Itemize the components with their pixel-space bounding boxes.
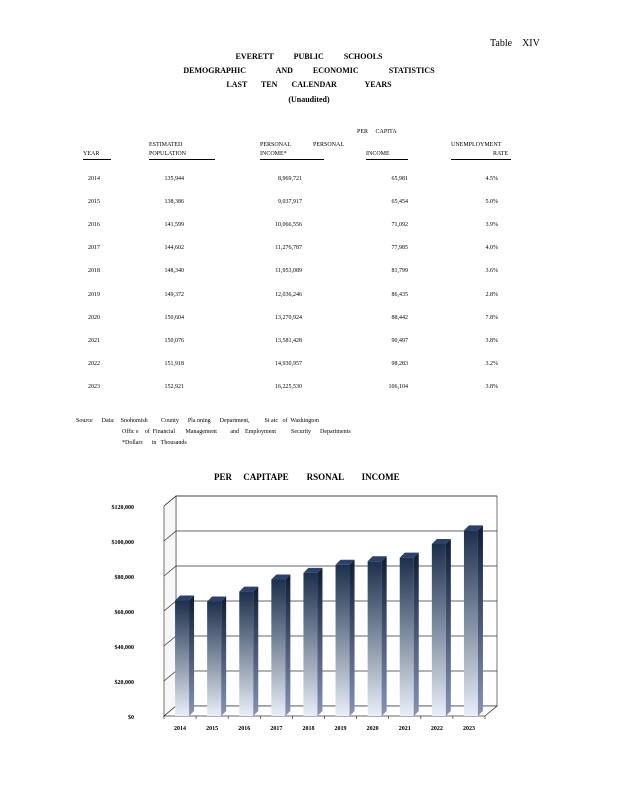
cell-population: 150,604 [164, 314, 184, 321]
col-year-header: YEAR [83, 150, 111, 160]
cell-unemployment: 5.0% [485, 199, 498, 206]
cell-population: 141,599 [164, 222, 184, 229]
cell-personal-income: 13,270,924 [275, 314, 302, 321]
bar [400, 553, 419, 716]
cell-personal-income: 10,066,556 [275, 222, 302, 229]
y-tick-label: $60,000 [114, 610, 134, 616]
source-line-3: *Dollars in Thousands [122, 440, 187, 446]
bar-side [221, 596, 226, 716]
x-tick-label: 2022 [430, 726, 443, 732]
cell-per-capita: 71,092 [391, 222, 408, 229]
bar [175, 596, 194, 716]
cell-per-capita: 98,283 [391, 360, 408, 367]
col-est-pop-header-1: ESTIMATED [149, 142, 183, 148]
header-line-3: LAST TEN CALENDAR YEARS [226, 80, 392, 89]
cell-personal-income: 8,969,721 [278, 176, 302, 182]
cell-unemployment: 7.8% [485, 314, 498, 321]
cell-per-capita: 81,799 [391, 268, 408, 275]
cell-population: 152,921 [164, 383, 184, 390]
cell-personal-income: 14,930,957 [275, 360, 302, 367]
y-tick-label: $40,000 [114, 645, 134, 651]
bar-side [350, 560, 355, 716]
x-tick-label: 2014 [174, 726, 187, 732]
bar-side [189, 596, 194, 716]
table-label: Table XIV [490, 38, 540, 49]
x-tick-label: 2020 [366, 726, 379, 732]
cell-personal-income: 16,225,530 [275, 383, 302, 390]
y-tick-label: $120,000 [111, 505, 134, 511]
cell-per-capita: 90,497 [391, 337, 408, 344]
x-tick-label: 2018 [302, 726, 315, 732]
cell-population: 144,602 [164, 245, 184, 252]
bar [207, 596, 226, 716]
cell-population: 149,372 [164, 291, 184, 298]
col-unemployment-header-1: UNEMPLOYMENT [451, 142, 502, 148]
bar-side [446, 539, 451, 716]
cell-population: 151,918 [164, 360, 184, 367]
cell-year: 2016 [88, 222, 100, 229]
bar-side [414, 553, 419, 716]
cell-personal-income: 11,276,787 [275, 245, 302, 252]
col-per-capita-header-2: INCOME [366, 150, 408, 160]
cell-population: 138,386 [164, 199, 184, 206]
cell-population: 150,076 [164, 337, 184, 344]
cell-personal-income: 11,953,089 [275, 268, 302, 275]
source-line-1: Source Data: Snohomish County Pla nning Department, St atc of Washington [76, 418, 319, 424]
bar [432, 539, 451, 716]
bar [336, 560, 355, 716]
cell-unemployment: 2.8% [485, 291, 498, 298]
x-tick-label: 2021 [398, 726, 411, 732]
cell-year: 2018 [88, 268, 100, 275]
bar-side [253, 587, 258, 716]
bar [368, 556, 387, 716]
bar [303, 568, 322, 716]
bar-front [271, 580, 285, 716]
cell-per-capita: 65,981 [391, 176, 408, 182]
cell-year: 2017 [88, 245, 100, 252]
bar [239, 587, 258, 716]
y-tick-label: $0 [128, 715, 134, 721]
bar-front [464, 530, 478, 716]
cell-unemployment: 3.8% [485, 337, 498, 344]
y-tick-label: $100,000 [111, 540, 134, 546]
bar-side [317, 568, 322, 716]
x-tick-label: 2015 [206, 726, 219, 732]
cell-personal-income: 13,581,428 [275, 337, 302, 344]
cell-year: 2021 [88, 337, 100, 344]
bar [271, 575, 290, 716]
cell-year: 2014 [88, 176, 100, 182]
y-tick-label: $80,000 [114, 575, 134, 581]
bar-front [432, 544, 446, 716]
cell-population: 148,340 [164, 268, 184, 275]
cell-personal-income: 12,036,246 [275, 291, 302, 298]
bar-side [382, 556, 387, 716]
cell-year: 2015 [88, 199, 100, 206]
bar-side [478, 525, 483, 716]
bar-front [207, 601, 221, 716]
cell-unemployment: 3.8% [485, 383, 498, 390]
bar-front [175, 601, 189, 716]
cell-unemployment: 4.0% [485, 245, 498, 252]
cell-unemployment: 3.9% [485, 222, 498, 229]
x-tick-label: 2023 [462, 726, 475, 732]
chart-title: PER CAPITAPE RSONAL INCOME [214, 472, 400, 482]
header-line-2: DEMOGRAPHIC AND ECONOMIC STATISTICS [183, 66, 435, 75]
cell-unemployment: 3.6% [485, 268, 498, 275]
col-per-capita-header-1: PERSONAL [313, 142, 345, 148]
bar-front [239, 592, 253, 716]
bar-front [400, 558, 414, 716]
cell-population: 135,944 [164, 176, 184, 182]
col-personal-income-header-2: INCOME* [260, 150, 324, 160]
cell-per-capita: 86,435 [391, 291, 408, 298]
cell-unemployment: 3.2% [485, 360, 498, 367]
cell-year: 2022 [88, 360, 100, 367]
header-line-4: (Unaudited) [288, 95, 330, 104]
cell-personal-income: 9,037,917 [278, 199, 302, 206]
cell-year: 2020 [88, 314, 100, 321]
cell-year: 2019 [88, 291, 100, 298]
cell-per-capita: 88,442 [391, 314, 408, 321]
unemployment-rate-label: RATE [493, 151, 508, 157]
y-tick-label: $20,000 [114, 680, 134, 686]
col-est-pop-header-2: POPULATION [149, 150, 215, 160]
bar-front [336, 565, 350, 716]
bar-front [368, 561, 382, 716]
cell-year: 2023 [88, 383, 100, 390]
col-personal-income-header-1: PERSONAL [260, 142, 292, 148]
cell-per-capita: 106,104 [388, 383, 408, 390]
per-capita-top-label: PER CAPITA [357, 129, 397, 135]
x-tick-label: 2019 [334, 726, 347, 732]
source-line-2: Offic e of Financial Management and Employment Security Departments [122, 429, 351, 435]
cell-per-capita: 65,454 [391, 199, 408, 206]
header-line-1: EVERETT PUBLIC SCHOOLS [235, 52, 383, 61]
x-tick-label: 2016 [238, 726, 251, 732]
bar [464, 525, 483, 716]
cell-per-capita: 77,985 [391, 245, 408, 252]
bar-side [285, 575, 290, 716]
cell-unemployment: 4.5% [485, 176, 498, 182]
x-tick-label: 2017 [270, 726, 283, 732]
bar-front [303, 573, 317, 716]
